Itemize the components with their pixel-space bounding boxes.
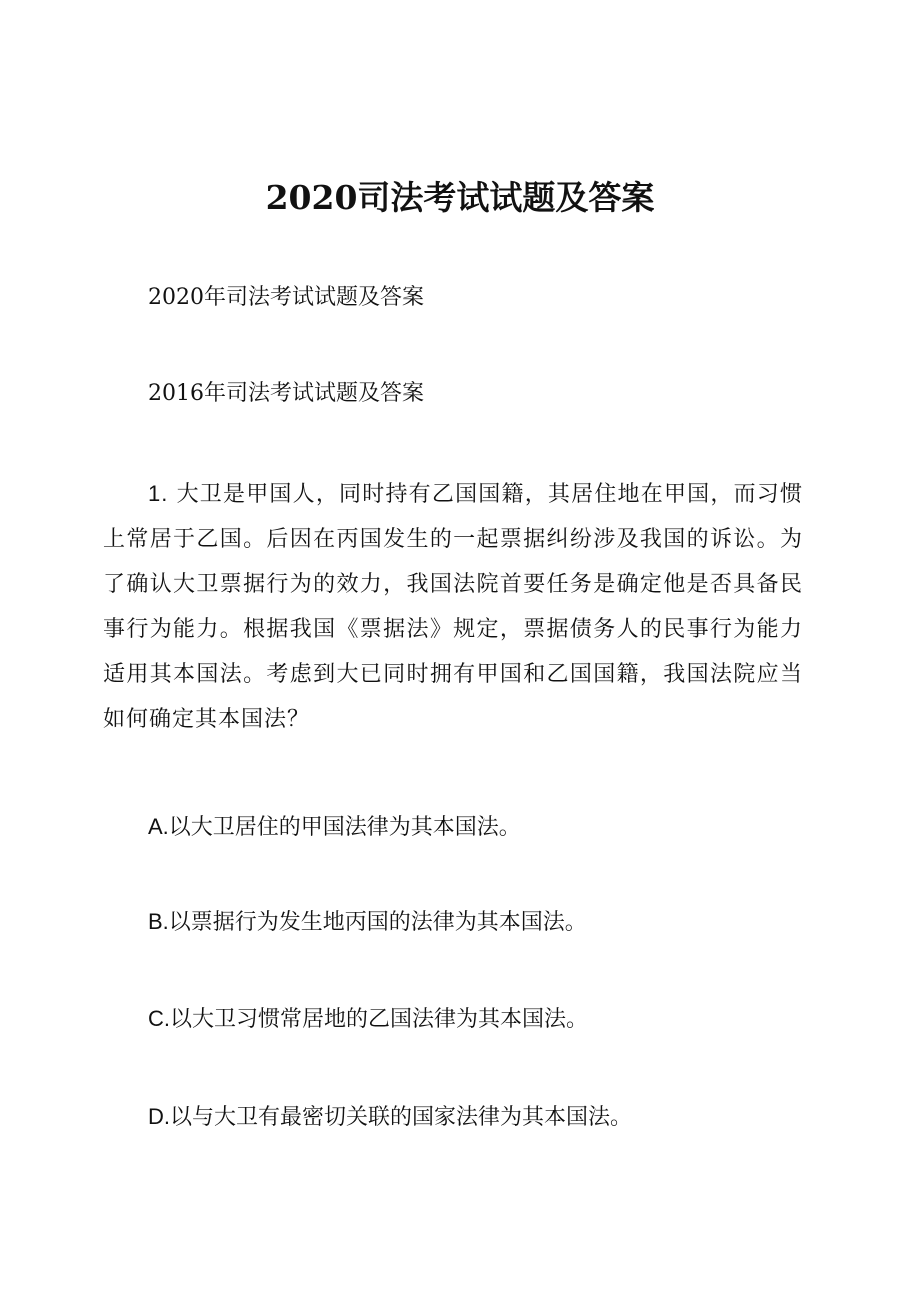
subtitle-line: 2020年司法考试试题及答案: [148, 285, 424, 310]
question-text: 大卫是甲国人，同时持有乙国国籍，其居住地在甲国，而习惯上常居于乙国。后因在丙国发生的一起票据纠纷涉及我国的诉讼。为了确认大卫票据行为的效力，我国法院首要任务是确定他是否具备民事行为能力。根据我国《票据法》规定，票据债务人的民事行为能力适用其本国法。考虑到大已同时拥有甲国和乙国国籍，我国法院应当如何确定其本国法？: [103, 482, 803, 732]
option-text: 以大卫习惯常居地的乙国法律为其本国法。: [170, 1007, 589, 1032]
option-text: 以大卫居住的甲国法律为其本国法。: [168, 815, 521, 840]
option-letter: D.: [148, 1104, 170, 1129]
option-letter: A.: [148, 814, 169, 839]
option-text: 以与大卫有最密切关联的国家法律为其本国法。: [170, 1105, 633, 1130]
option-d: [148, 1100, 632, 1135]
question-paragraph: [103, 471, 803, 742]
option-text: 以票据行为发生地丙国的法律为其本国法。: [168, 910, 587, 935]
option-c: [148, 1002, 588, 1037]
option-a: [148, 810, 521, 845]
option-letter: B.: [148, 909, 169, 934]
subtitle-line: 2016年司法考试试题及答案: [148, 381, 424, 406]
option-b: [148, 905, 587, 940]
question-number: 1.: [148, 481, 169, 506]
document-title: 2020司法考试试题及答案: [265, 178, 655, 217]
option-letter: C.: [148, 1006, 170, 1031]
